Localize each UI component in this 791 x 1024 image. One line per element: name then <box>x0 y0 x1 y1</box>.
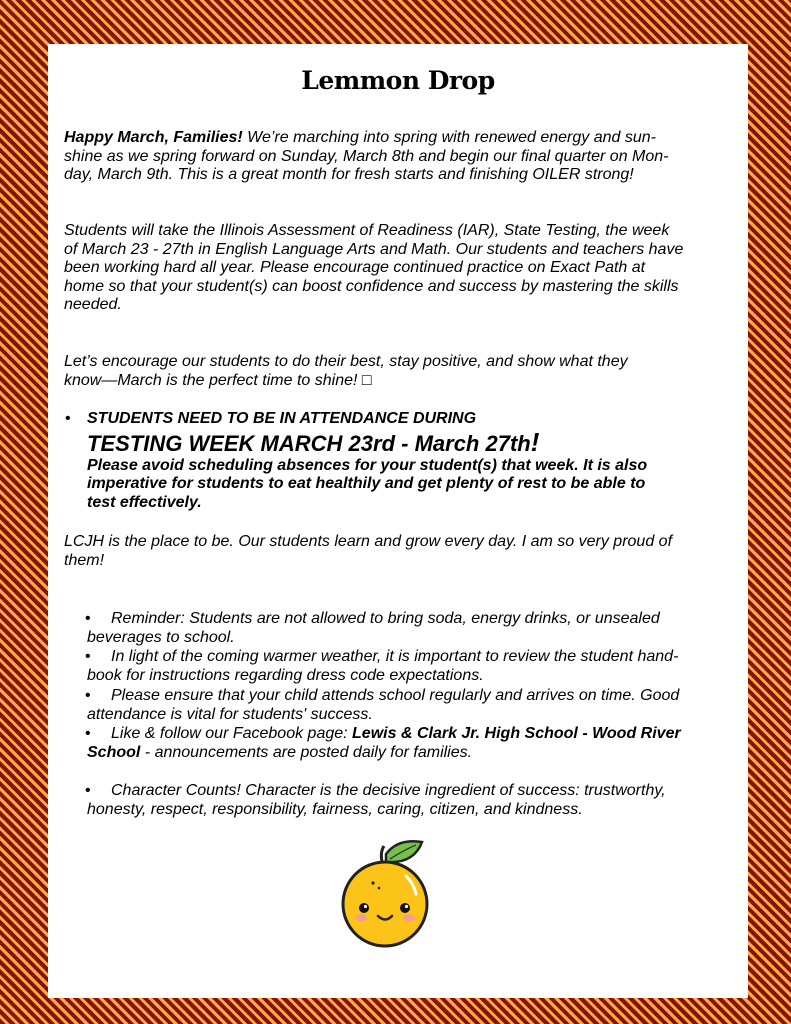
text-line <box>87 782 727 801</box>
text-line <box>64 148 734 167</box>
text-line <box>64 259 734 278</box>
text-segment: In light of the coming warmer weather, it is important to review the student hand- <box>111 648 679 665</box>
text-line <box>64 296 734 315</box>
text-segment: know—March is the perfect time to shine! □ <box>64 371 372 389</box>
text-line <box>87 667 727 686</box>
lemon-mascot-icon <box>340 838 440 948</box>
exclaim-mark: ! <box>530 426 540 457</box>
list-item <box>87 725 727 762</box>
text-segment: book for instructions regarding dress code expectations. <box>87 666 484 684</box>
text-line <box>64 533 734 552</box>
bullet-icon: • <box>85 610 91 627</box>
newsletter-title: Lemmon Drop <box>301 66 495 95</box>
text-line <box>87 801 727 820</box>
text-segment: Let’s encourage our students to do their best, stay positive, and show what they <box>64 353 628 370</box>
text-line <box>87 610 727 629</box>
text-segment: Students will take the Illinois Assessment of Readiness (IAR), State Testing, the week <box>64 222 670 239</box>
encourage-paragraph <box>64 353 734 390</box>
text-segment: them! <box>64 551 105 569</box>
text-segment: of March 23 - 27th in English Language Arts and Math. Our students and teachers have <box>64 240 684 258</box>
testing-week-text: TESTING WEEK MARCH 23rd - March 27th <box>87 430 531 456</box>
text-line <box>87 687 727 706</box>
attendance-detail: Please avoid scheduling absences for your student(s) that week. It is also <box>87 456 648 474</box>
intro-paragraph <box>64 129 734 185</box>
bullet-icon: • <box>65 410 71 427</box>
text-segment: needed. <box>64 296 122 313</box>
bold-text: Happy March, Families! <box>64 129 243 146</box>
lcjh-paragraph <box>64 533 734 570</box>
text-line <box>64 552 734 571</box>
bullet-icon: • <box>85 648 91 665</box>
text-segment: shine as we spring forward on Sunday, March 8th and begin our final quarter on Mon- <box>64 147 669 165</box>
text-line <box>64 353 734 372</box>
text-segment: Character Counts! Character is the decisive ingredient of success: trustworthy, <box>111 782 666 799</box>
attendance-detail: test effectively. <box>87 493 202 511</box>
bullet-icon: • <box>85 782 91 799</box>
text-segment: Reminder: Students are not allowed to bring soda, energy drinks, or unsealed <box>111 610 660 627</box>
text-line <box>87 744 727 763</box>
text-line <box>64 222 734 241</box>
text-segment: day, March 9th. This is a great month for fresh starts and finishing OILER strong! <box>64 166 634 183</box>
attendance-detail: imperative for students to eat healthily and get plenty of rest to be able to <box>87 475 646 492</box>
text-line <box>87 648 727 667</box>
text-segment: - announcements are posted daily for families. <box>140 743 473 761</box>
text-segment: We’re marching into spring with renewed energy and sun- <box>242 129 656 146</box>
text-segment: been working hard all year. Please encourage continued practice on Exact Path at <box>64 259 646 276</box>
text-segment: beverages to school. <box>87 628 235 646</box>
list-item <box>87 687 727 724</box>
text-line <box>87 629 727 648</box>
list-item <box>87 648 727 685</box>
text-line <box>64 372 734 391</box>
list-item <box>87 782 727 819</box>
newsletter-page <box>48 44 748 998</box>
text-line <box>87 706 727 725</box>
bullet-icon: • <box>85 725 91 742</box>
bullet-icon: • <box>85 687 91 704</box>
testing-paragraph <box>64 222 734 315</box>
text-segment: home so that your student(s) can boost confidence and success by mastering the skills <box>64 277 679 295</box>
text-segment: LCJH is the place to be. Our students learn and grow every day. I am so very proud of <box>64 533 673 550</box>
bold-text: School <box>87 743 141 761</box>
text-segment: Like & follow our Facebook page: <box>111 725 353 742</box>
text-segment: Please ensure that your child attends school regularly and arrives on time. Good <box>111 687 680 704</box>
bold-text: Lewis & Clark Jr. High School - Wood River <box>352 725 681 742</box>
list-item <box>87 610 727 647</box>
text-line <box>64 129 734 148</box>
attendance-line-1: STUDENTS NEED TO BE IN ATTENDANCE DURING <box>87 410 477 427</box>
text-line <box>64 241 734 260</box>
text-segment: honesty, respect, responsibility, fairness, caring, citizen, and kindness. <box>87 800 583 818</box>
text-line <box>64 166 734 185</box>
attendance-headline <box>87 426 727 457</box>
text-line <box>87 725 727 744</box>
text-line <box>64 278 734 297</box>
text-segment: attendance is vital for students' success. <box>87 705 373 723</box>
attendance-notice <box>65 410 727 512</box>
